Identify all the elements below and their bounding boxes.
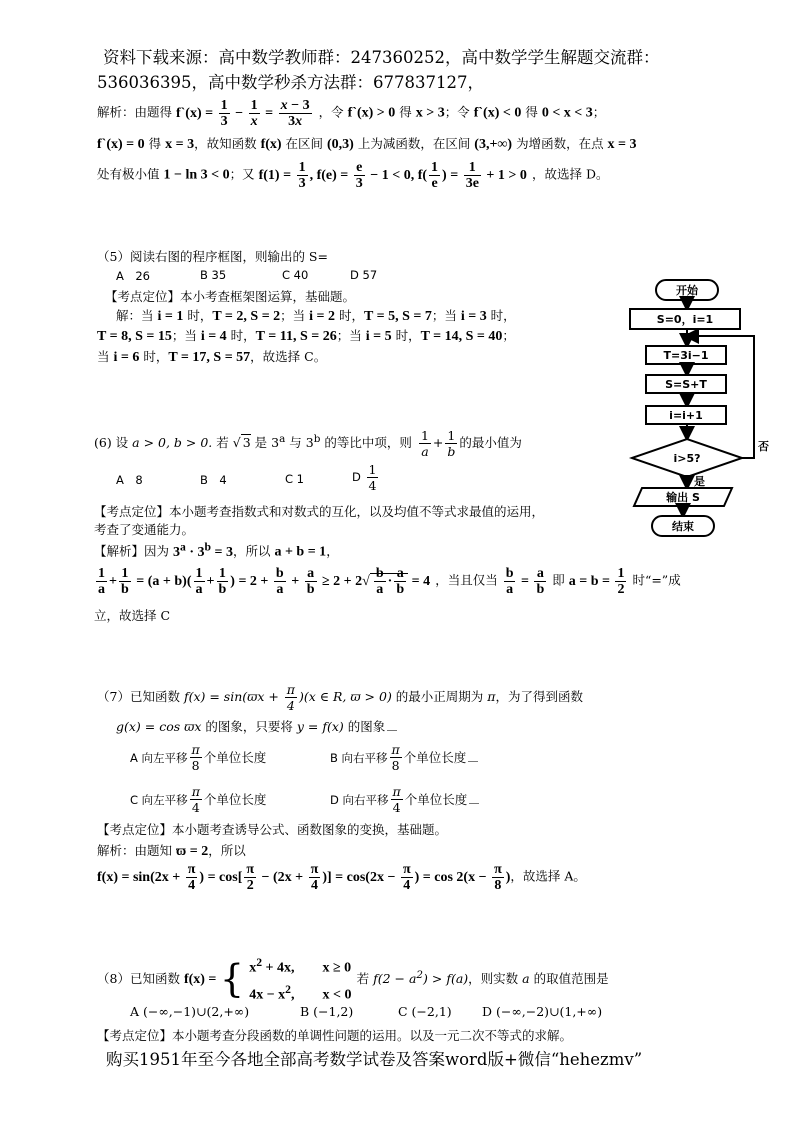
flow-end (652, 516, 714, 536)
q6-jiexi-2: $\frac{1}{a}$ + $\frac{1}{b}$ = (a + b)( $\frac{1}{a}$ + $\frac{1}{b}$ ) = 2 + $\frac{b}{a}$ + $\frac{a}{b}$ ≥ 2 + 2√ $\frac{b}{a}$ · $\frac{a}{b}$ = 4 ，当且仅当 $\frac{b}{a}$ = $\frac{a}{b}$ 即 a = b = $\frac{1}{2}$ 时“=”成 (98, 566, 681, 597)
q6-jiexi-1: 【解析】因为 $3^a \cdot 3^b = 3$，所以 a + b = 1， (94, 540, 339, 560)
q7-jiexi-2: f(x) = sin(2x + $\frac{\pi}{4}$ ) = cos[ $\frac{\pi}{2}$ − (2x + $\frac{\pi}{4}$ )] = cos(2x − $\frac{\pi}{4}$ ) = cos 2(x − $\frac{\pi}{8}$ )，故选择 A。 (97, 862, 586, 893)
svg-text:结束: 结束 (672, 520, 694, 533)
header-line-2: 536036395，高中数学秒杀方法群：677837127， (97, 73, 484, 92)
program-flowchart (620, 272, 770, 544)
q5-kaodian: 【考点定位】本小考查框架图运算，基础题。 (105, 289, 356, 304)
q6-option-a: A 8 (116, 473, 143, 487)
q4-line-1: 解析：由题得 f`(x) = $\frac{1}{3}$ − $\frac{1}{x}$ = $\frac{x - 3}{3x}$ ，令 f`(x) > 0 得 x > 3；令 f`(x) < 0 得 0 < x < 3； (97, 98, 606, 129)
q5-option-a: A 26 (116, 269, 151, 283)
q7-stem-2: g(x) = cos ϖx 的图象，只要将 y = f(x) 的图象 (116, 716, 397, 735)
q8-option-a: A (−∞,−1)∪(2,+∞) (130, 1004, 250, 1019)
flow-step-i (646, 406, 726, 424)
q7-option-a: A 向左平移 $\frac{\pi}{8}$ 个单位长度 (130, 742, 267, 773)
q5-solution-3: 当 i = 6 时，T = 17, S = 57，故选择 C。 (97, 349, 327, 365)
q8-option-c: C (−2,1) (398, 1004, 452, 1019)
q5-option-d: D 57 (350, 268, 378, 282)
q4-line-2: f`(x) = 0 得 x = 3，故知函数 f(x) 在区间 (0,3) 上为减函数，在区间 (3,+∞) 为增函数，在点 x = 3 (97, 136, 637, 152)
q7-kaodian: 【考点定位】本小题考查诱导公式、函数图象的变换，基础题。 (97, 822, 448, 837)
q5-solution-2: T = 8, S = 15；当 i = 4 时，T = 11, S = 26；当 i = 5 时，T = 14, S = 40； (97, 328, 515, 344)
svg-text:S=S+T: S=S+T (665, 378, 707, 391)
footer-note: 购买1951年至今各地全部高考数学试卷及答案word版+微信“hehezmv” (106, 1050, 643, 1069)
q7-option-d: D 向右平移 $\frac{\pi}{4}$ 个单位长度 (330, 784, 479, 815)
q7-jiexi-1: 解析：由题知 ϖ = 2，所以 (97, 843, 246, 859)
flow-yes-label: 是 (694, 475, 705, 488)
svg-text:输出 S: 输出 S (666, 491, 700, 504)
svg-text:i=i+1: i=i+1 (669, 409, 703, 422)
q6-kaodian-2: 考查了变通能力。 (94, 522, 195, 537)
q7-option-b: B 向右平移 $\frac{\pi}{8}$ 个单位长度 (330, 742, 478, 773)
svg-text:T=3i−1: T=3i−1 (663, 349, 709, 362)
flow-no-label: 否 (758, 440, 769, 453)
q5-solution-1: 解：当 i = 1 时，T = 2, S = 2；当 i = 2 时，T = 5, S = 7；当 i = 3 时， (116, 308, 516, 324)
q6-option-c: C 1 (285, 472, 305, 486)
q5-option-c: C 40 (282, 268, 309, 282)
header-line-1: 资料下载来源：高中数学教师群：247360252，高中数学学生解题交流群： (103, 48, 660, 67)
q8-option-d: D (−∞,−2)∪(1,+∞) (482, 1004, 603, 1019)
q8-kaodian: 【考点定位】本小题考查分段函数的单调性问题的运用。以及一元二次不等式的求解。 (97, 1028, 573, 1043)
svg-text:i>5?: i>5? (673, 452, 701, 465)
flow-step-s (646, 375, 726, 393)
q6-option-b: B 4 (200, 473, 227, 487)
flow-condition (632, 439, 742, 477)
q4-line-3: 处有极小值 1 − ln 3 < 0；又 f(1) = $\frac{1}{3}$ , f(e) = $\frac{e}{3}$ − 1 < 0, f( $\frac{1}{e}$ ) = $\frac{1}{3e}$ + 1 > 0 ，故选择 D。 (97, 160, 609, 191)
flow-init (630, 309, 740, 329)
q6-kaodian: 【考点定位】本小题考查指数式和对数式的互化，以及均值不等式求最值的运用， (94, 504, 545, 519)
q6-option-d: D $\frac{1}{4}$ (352, 462, 377, 493)
q5-option-b: B 35 (200, 268, 227, 282)
q5-stem: （5）阅读右图的程序框图，则输出的 S= (97, 249, 328, 264)
q6-jiexi-3: 立，故选择 C (94, 608, 171, 623)
svg-text:开始: 开始 (676, 284, 698, 297)
flow-start (656, 280, 718, 300)
q8-option-b: B (−1,2) (300, 1004, 354, 1019)
q8-stem: （8）已知函数 f(x) = { $x^2 + 4x$, x ≥ 0 $4x - x^2$, x < 0 若 $f(2 - a^2) > f(a)$，则实数 a 的取值范围是 (97, 956, 609, 1003)
svg-text:S=0，i=1: S=0，i=1 (656, 313, 714, 326)
q7-stem-1: （7）已知函数 f(x) = sin(ϖx + $\frac{\pi}{4}$ )(x ∈ R, ϖ > 0) 的最小正周期为 π，为了得到函数 (97, 682, 584, 713)
flow-step-t (646, 346, 726, 364)
q7-option-c: C 向左平移 $\frac{\pi}{4}$ 个单位长度 (130, 784, 267, 815)
q6-stem: (6) 设 a > 0, b > 0. 若 √ 3 是 3$^a$ 与 3$^b$ 的等比中项，则 $\frac{1}{a}$ + $\frac{1}{b}$ 的最小值为 (94, 428, 522, 459)
flow-output (634, 488, 732, 506)
